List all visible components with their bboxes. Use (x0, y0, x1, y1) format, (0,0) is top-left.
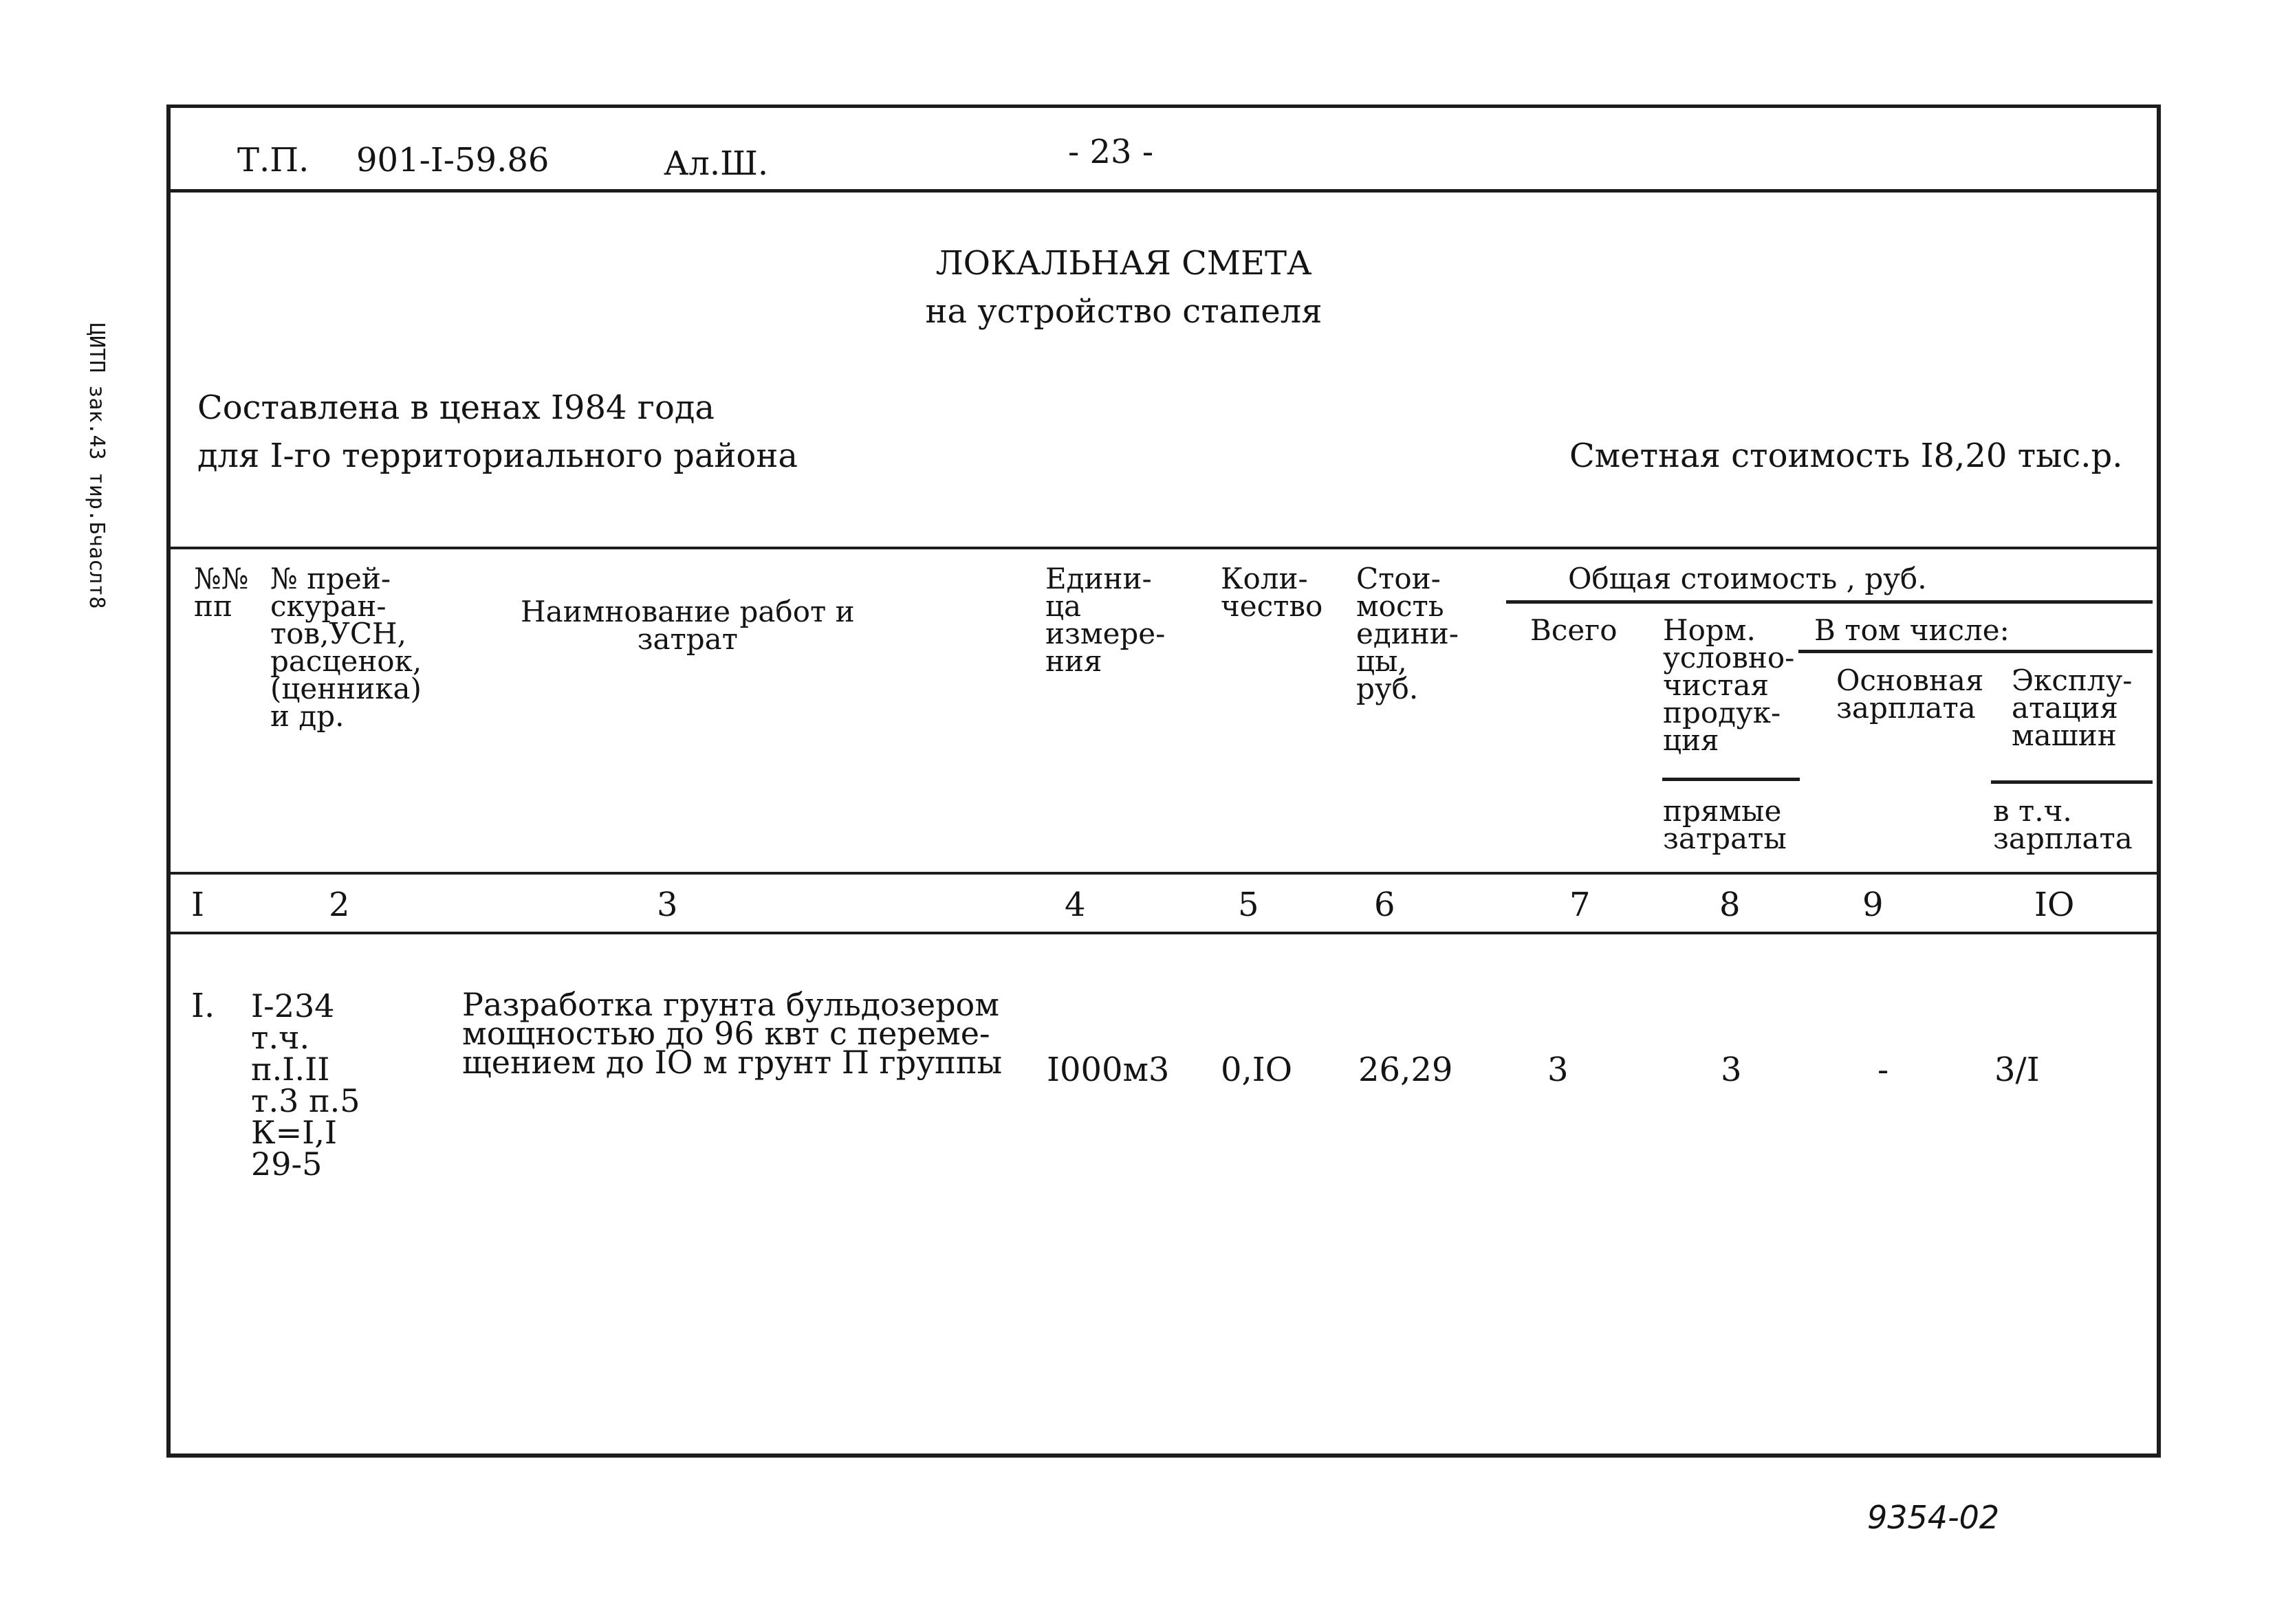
row-number: I. (191, 987, 215, 1025)
header-work-name: Наимнование работ и затрат (521, 595, 855, 656)
header-machines: Эксплу- атация машин (2012, 663, 2133, 752)
row-norm-product: 3 (1721, 1051, 1742, 1089)
header-norm-product: Норм. условно- чистая продук- ция (1663, 613, 1795, 757)
colnum-1: I (191, 886, 204, 924)
colnum-3: 3 (657, 886, 678, 924)
header-row-number: №№ пп (194, 562, 249, 623)
header-unit-cost: Стои- мость едини- цы, руб. (1356, 562, 1459, 705)
colnum-7: 7 (1569, 886, 1591, 924)
document-title: ЛОКАЛЬНАЯ СМЕТА (935, 244, 1312, 283)
estimate-cost: Сметная стоимость I8,20 тыс.р. (1569, 437, 2123, 475)
header-quantity: Коли- чество (1221, 562, 1323, 623)
region-line: для I-го территориального района (197, 437, 798, 475)
prices-line: Составлена в ценах I984 года (197, 388, 715, 427)
total-group-rule (1506, 600, 2153, 604)
header-base-salary: Основная зарплата (1836, 663, 1984, 725)
document-subtitle: на устройство стапеля (925, 292, 1322, 331)
row-total: 3 (1547, 1051, 1569, 1089)
colnum-4: 4 (1065, 886, 1086, 924)
doc-number: 901-I-59.86 (356, 141, 549, 179)
header-machines-salary: в т.ч. зарплата (1993, 794, 2133, 855)
row-price-code: I-234 т.ч. п.I.II т.3 п.5 К=I,I 29-5 (251, 987, 360, 1183)
row-machines: 3/I (1994, 1051, 2040, 1089)
row-unit-cost: 26,29 (1358, 1051, 1453, 1089)
incl-group-rule (1798, 650, 2153, 653)
colnum-bottom-rule (166, 932, 2161, 934)
row-base-salary: - (1877, 1051, 1889, 1089)
header-total-group: Общая стоимость , руб. (1568, 562, 1927, 595)
header-bottom-rule (166, 872, 2161, 875)
row-unit: I000м3 (1047, 1051, 1170, 1089)
doc-code: Т.П. (237, 141, 309, 179)
header-divider (166, 189, 2161, 193)
row-work-name: Разработка грунта бульдозером мощностью до 96 квт с переме- щением до IO м грунт П группы (462, 986, 1003, 1081)
header-direct-costs: прямые затраты (1663, 794, 1787, 855)
table-top-rule (166, 547, 2161, 549)
header-total: Всего (1530, 613, 1618, 647)
colnum-9: 9 (1862, 886, 1884, 924)
colnum-6: 6 (1374, 886, 1395, 924)
col10-sub-rule (1991, 780, 2153, 784)
colnum-5: 5 (1238, 886, 1259, 924)
archive-stamp: 9354-02 (1867, 1499, 2000, 1536)
page-number: - 23 - (1068, 133, 1154, 171)
colnum-8: 8 (1719, 886, 1741, 924)
col8-sub-rule (1662, 778, 1800, 781)
header-incl-group: В том числе: (1814, 613, 2010, 647)
colnum-10: IO (2034, 886, 2075, 924)
header-price-code: № прей- скуран- тов,УСН, расценок, (ценника) и др. (270, 562, 422, 733)
album-label: Ал.Ш. (664, 144, 769, 183)
header-unit: Едини- ца измере- ния (1045, 562, 1166, 678)
colnum-2: 2 (329, 886, 350, 924)
row-quantity: 0,IO (1221, 1051, 1293, 1089)
margin-note: ЦИТП зак.43 тир.Бчаслт8 (85, 323, 109, 609)
